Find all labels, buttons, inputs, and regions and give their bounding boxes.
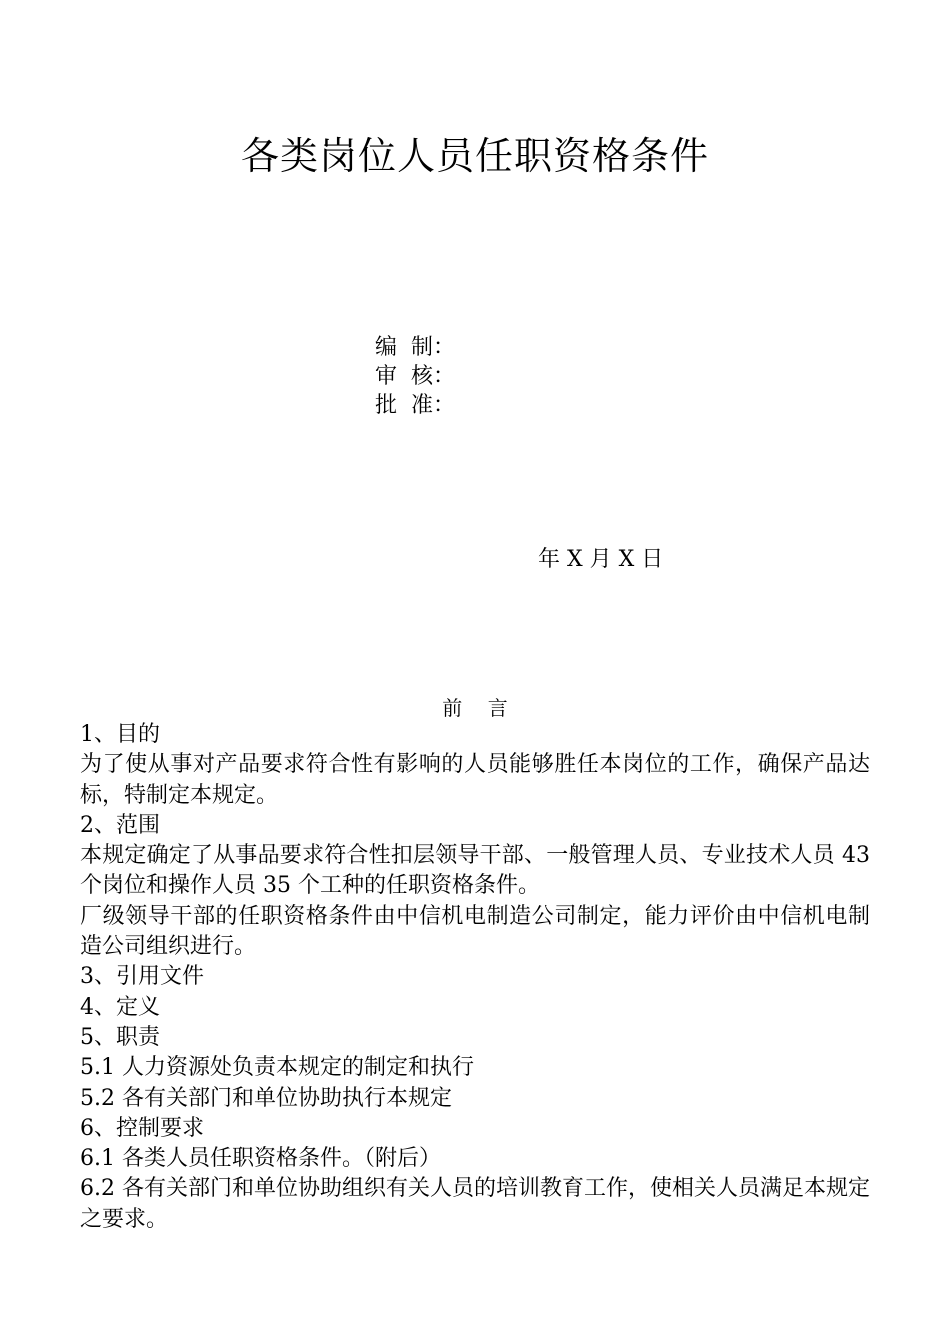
scope-paragraph-2: 厂级领导干部的任职资格条件由中信机电制造公司制定，能力评价由中信机电制造公司组织进行。 <box>80 903 870 960</box>
section-scope-heading: 2、范围 <box>80 812 160 838</box>
document-date: 年 X 月 X 日 <box>538 547 664 572</box>
scope-paragraph-1: 本规定确定了从事品要求符合性扣层领导干部、一般管理人员、专业技术人员 43 个岗位和操作人员 35 个工种的任职资格条件。 <box>80 843 870 899</box>
section-references-heading: 3、引用文件 <box>80 964 204 990</box>
section-definitions-heading: 4、定义 <box>80 994 160 1020</box>
approve-label: 批 准： <box>375 393 455 418</box>
control-item-6-1: 6.1 各类人员任职资格条件。（附后） <box>80 1146 441 1172</box>
signoff-block <box>375 333 455 420</box>
preface-heading-text: 前 言 <box>442 696 508 720</box>
compile-label: 编 制： <box>375 335 455 360</box>
preface-body <box>80 720 870 1235</box>
duty-item-5-1: 5.1 人力资源处负责本规定的制定和执行 <box>80 1055 474 1081</box>
control-item-6-2: 6.2 各有关部门和单位协助组织有关人员的培训教育工作，使相关人员满足本规定之要求。 <box>80 1176 870 1232</box>
document-title: 各类岗位人员任职资格条件 <box>240 134 709 178</box>
duty-item-5-2: 5.2 各有关部门和单位协助执行本规定 <box>80 1085 452 1111</box>
review-label: 审 核： <box>375 364 455 389</box>
section-duties-heading: 5、职责 <box>80 1024 160 1050</box>
section-purpose-heading: 1、目的 <box>80 722 160 747</box>
section-control-heading: 6、控制要求 <box>80 1115 204 1141</box>
purpose-paragraph: 为了使从事对产品要求符合性有影响的人员能够胜任本岗位的工作，确保产品达标，特制定本规定。 <box>80 752 870 808</box>
preface-heading <box>0 693 950 723</box>
